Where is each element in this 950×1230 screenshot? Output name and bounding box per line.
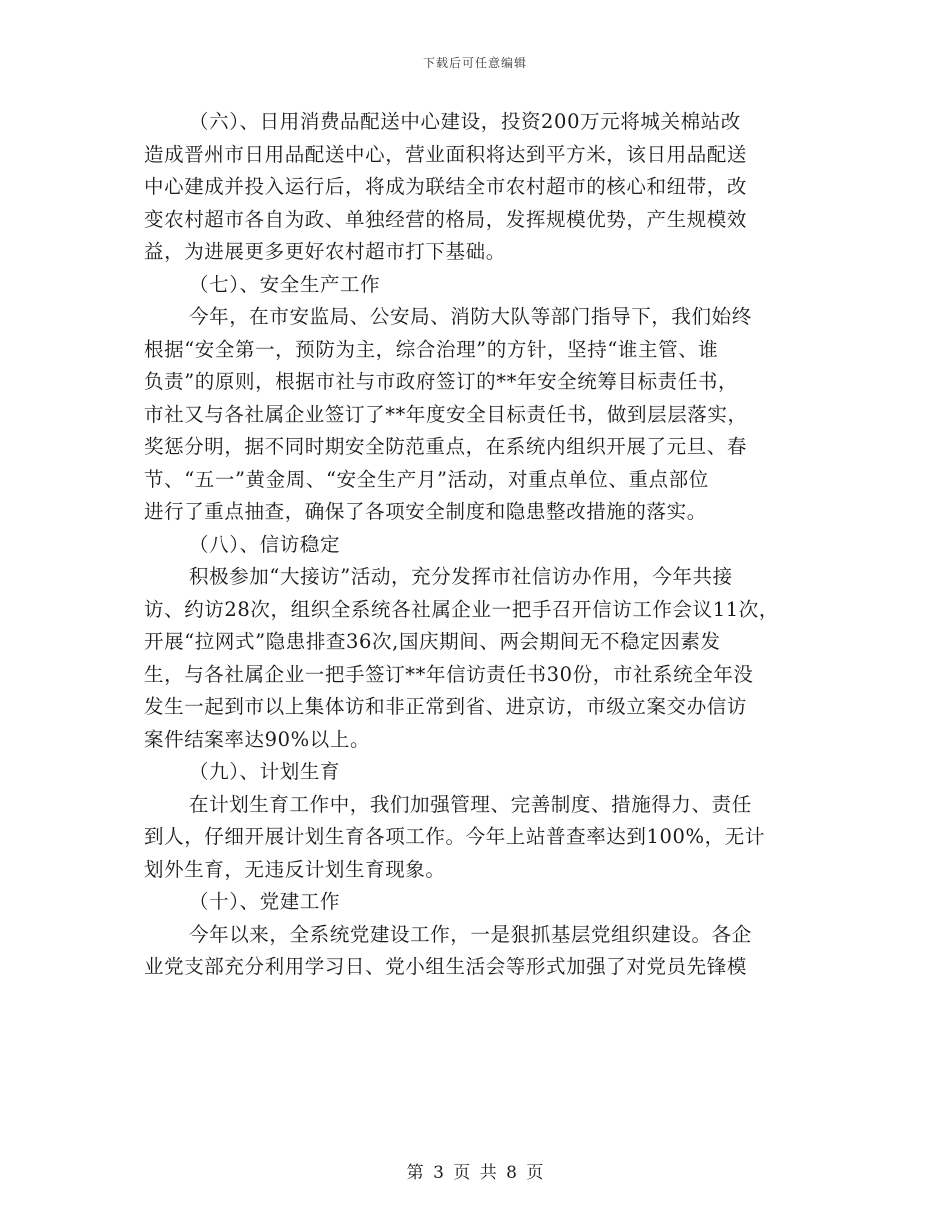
text-line: 到人，仔细开展计划生育各项工作。今年上站普查率达到100%，无计 [144, 825, 765, 848]
text-line: （十）、党建工作 [189, 890, 341, 913]
text-line: 案件结案率达90%以上。 [144, 727, 371, 751]
text-line: （七）、安全生产工作 [189, 272, 381, 296]
text-line: 造成晋州市日用品配送中心，营业面积将达到平方米，该日用品配送 [144, 142, 748, 166]
text-line: 发生一起到市以上集体访和非正常到省、进京访，市级立案交办信访 [144, 695, 748, 718]
text-line: 市社又与各社属企业签订了**年度安全目标责任书，做到层层落实， [144, 402, 748, 426]
text-line: 开展“拉网式”隐患排查36次,国庆期间、两会期间无不稳定因素发 [144, 630, 721, 653]
page-number: 第 3 页 共 8 页 [406, 1163, 544, 1183]
text-line: 奖惩分明，据不同时期安全防范重点，在系统内组织开展了元旦、春 [144, 435, 748, 458]
text-line: 业党支部充分利用学习日、党小组生活会等形式加强了对党员先锋模 [144, 955, 748, 978]
text-line: （六）、日用消费品配送中心建设，投资200万元将城关棉站改 [189, 110, 741, 133]
text-line: 访、约访28次，组织全系统各社属企业一把手召开信访工作会议11次， [144, 597, 779, 621]
text-line: 变农村超市各自为政、单独经营的格局，发挥规模优势，产生规模效 [144, 207, 748, 231]
text-line: 生，与各社属企业一把手签订**年信访责任书30份，市社系统全年没 [144, 662, 754, 686]
text-line: （九）、计划生育 [189, 760, 341, 783]
text-line: 划外生育，无违反计划生育现象。 [144, 857, 446, 881]
text-line: 进行了重点抽查，确保了各项安全制度和隐患整改措施的落实。 [144, 500, 707, 523]
text-line: 积极参加“大接访”活动，充分发挥市社信访办作用，今年共接 [189, 565, 733, 588]
text-line: 益，为进展更多更好农村超市打下基础。 [144, 240, 506, 263]
text-line: 今年，在市安监局、公安局、消防大队等部门指导下，我们始终 [189, 305, 752, 328]
text-line: 在计划生育工作中，我们加强管理、完善制度、措施得力、责任 [189, 792, 752, 816]
page-header-note: 下载后可任意编辑 [422, 56, 527, 70]
text-line: 今年以来，全系统党建设工作，一是狠抓基层党组织建设。各企 [189, 922, 752, 946]
text-line: 根据“安全第一，预防为主，综合治理”的方针，坚持“谁主管、谁 [144, 337, 719, 361]
document-body [144, 106, 808, 984]
text-line: 负责”的原则，根据市社与市政府签订的**年安全统筹目标责任书， [144, 370, 739, 393]
text-line: （八）、信访稳定 [189, 532, 341, 556]
text-line: 中心建成并投入运行后，将成为联结全市农村超市的核心和纽带，改 [144, 175, 748, 198]
text-line: 节、“五一”黄金周、“安全生产月”活动，对重点单位、重点部位 [144, 467, 709, 491]
